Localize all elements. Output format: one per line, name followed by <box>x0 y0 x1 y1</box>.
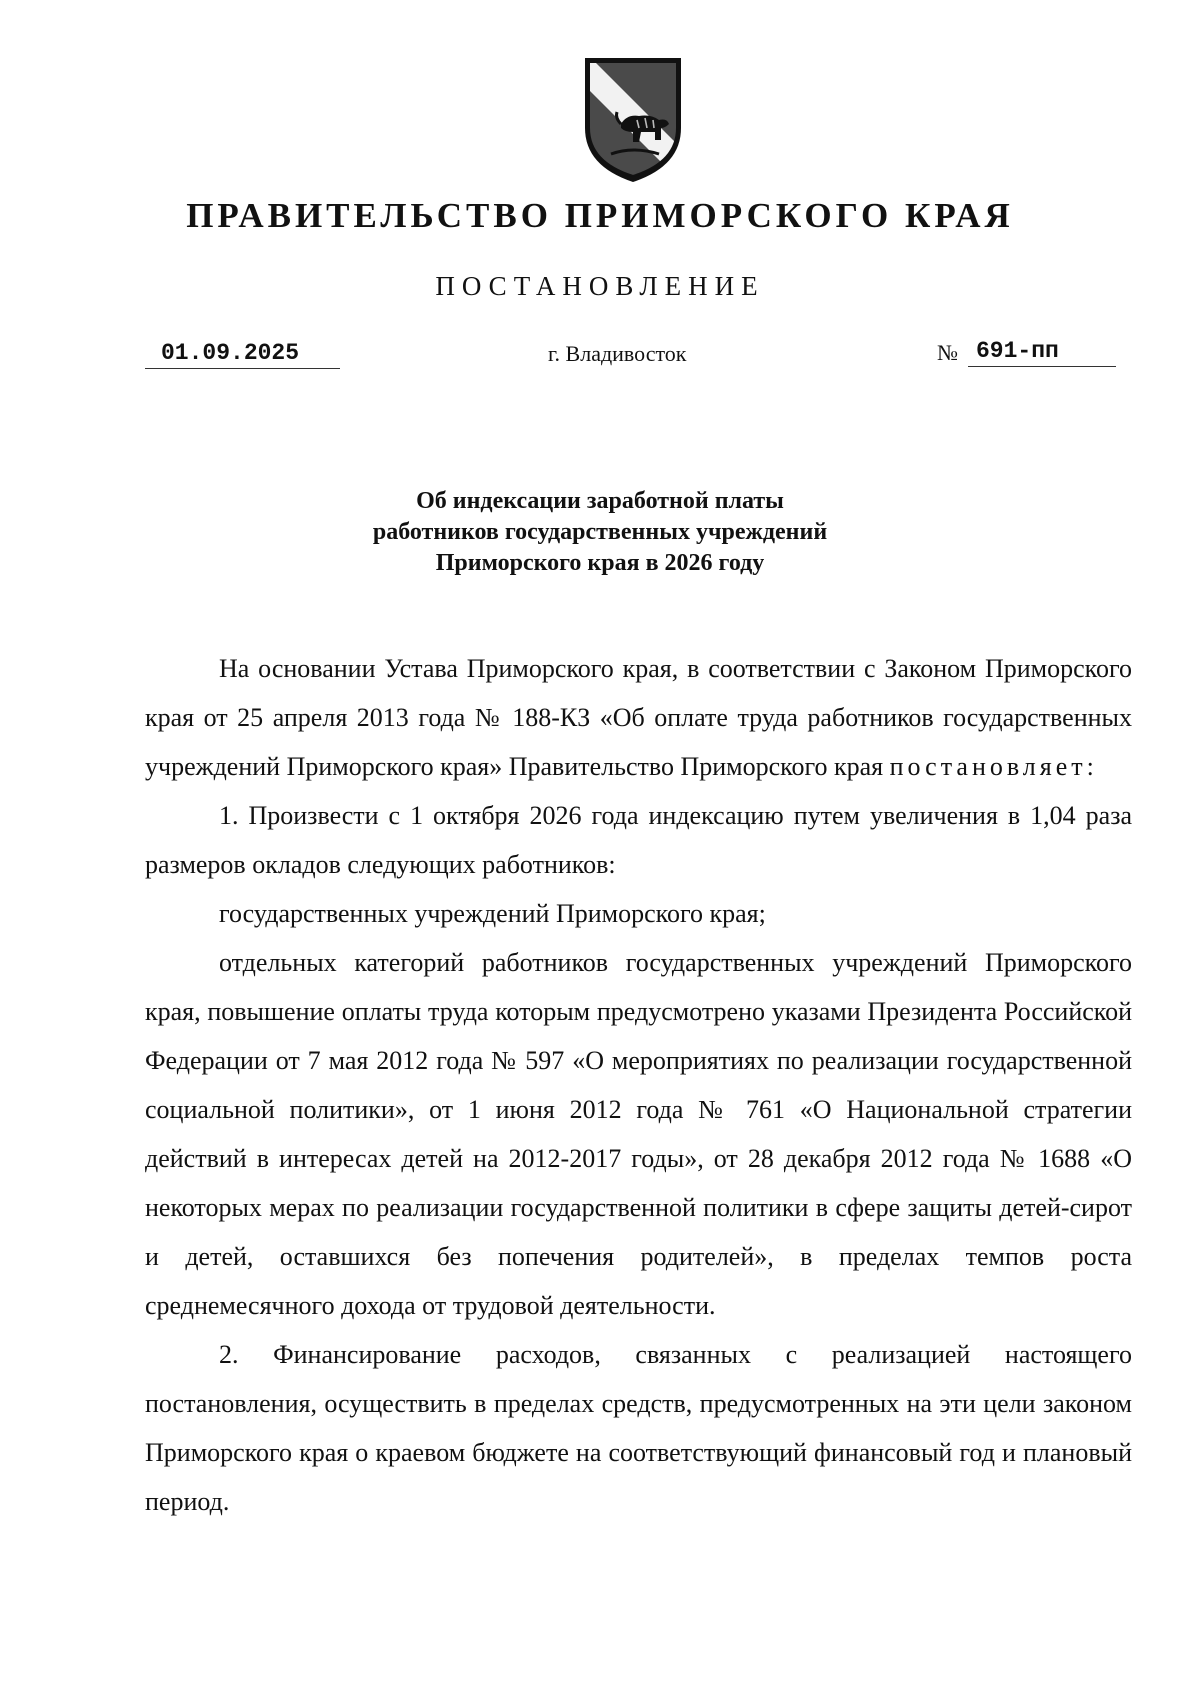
preamble-text: На основании Устава Приморского края, в соответствии с Законом Приморского края от 25 апреля 2013 года № 188-КЗ «Об оплате труда работников государственных учреждений Приморского края» Правительство Приморского края <box>145 654 1132 781</box>
item-1-a-paragraph: государственных учреждений Приморского края; <box>219 899 766 928</box>
government-title: ПРАВИТЕЛЬСТВО ПРИМОРСКОГО КРАЯ <box>186 196 1014 235</box>
coat-of-arms-icon <box>581 58 685 182</box>
item-2-paragraph: 2. Финансирование расходов, связанных с реализацией настоящего постановления, осуществить в пределах средств, предусмотренных на эти цели законом Приморского края о краевом бюджете на соответствующий финансовый год и плановый период. <box>145 1340 1132 1516</box>
subject-line-1: Об индексации заработной платы <box>416 488 784 514</box>
item-1-b-paragraph: отдельных категорий работников государственных учреждений Приморского края, повышение оплаты труда которым предусмотрено указами Президента Российской Федерации от 7 мая 2012 года № 597 «О мероприятиях по реализации государственной социальной политики», от 1 июня 2012 года № 761 «О Национальной стратегии действий в интересах детей на 2012-2017 годы», от 28 декабря 2012 года № 1688 «О некоторых мерах по реализации государственной политики в сфере защиты детей-сирот и детей, оставшихся без попечения родителей», в пределах темпов роста среднемесячного дохода от трудовой деятельности. <box>145 948 1132 1320</box>
preamble-paragraph <box>145 644 1132 791</box>
number-sign: № <box>937 340 958 365</box>
document-date: 01.09.2025 <box>145 338 340 369</box>
document-city: г. Владивосток <box>548 341 687 366</box>
document-body <box>145 644 1132 1526</box>
document-subject <box>0 486 1200 579</box>
item-1-paragraph: 1. Произвести с 1 октября 2026 года индексацию путем увеличения в 1,04 раза размеров окладов следующих работников: <box>145 801 1132 879</box>
subject-line-3: Приморского края в 2026 году <box>435 550 765 576</box>
subject-line-2: работников государственных учреждений <box>372 519 828 545</box>
document-type: ПОСТАНОВЛЕНИЕ <box>435 271 765 301</box>
document-number: 691-пп <box>968 336 1116 367</box>
resolves-word: постановляет: <box>889 752 1098 781</box>
